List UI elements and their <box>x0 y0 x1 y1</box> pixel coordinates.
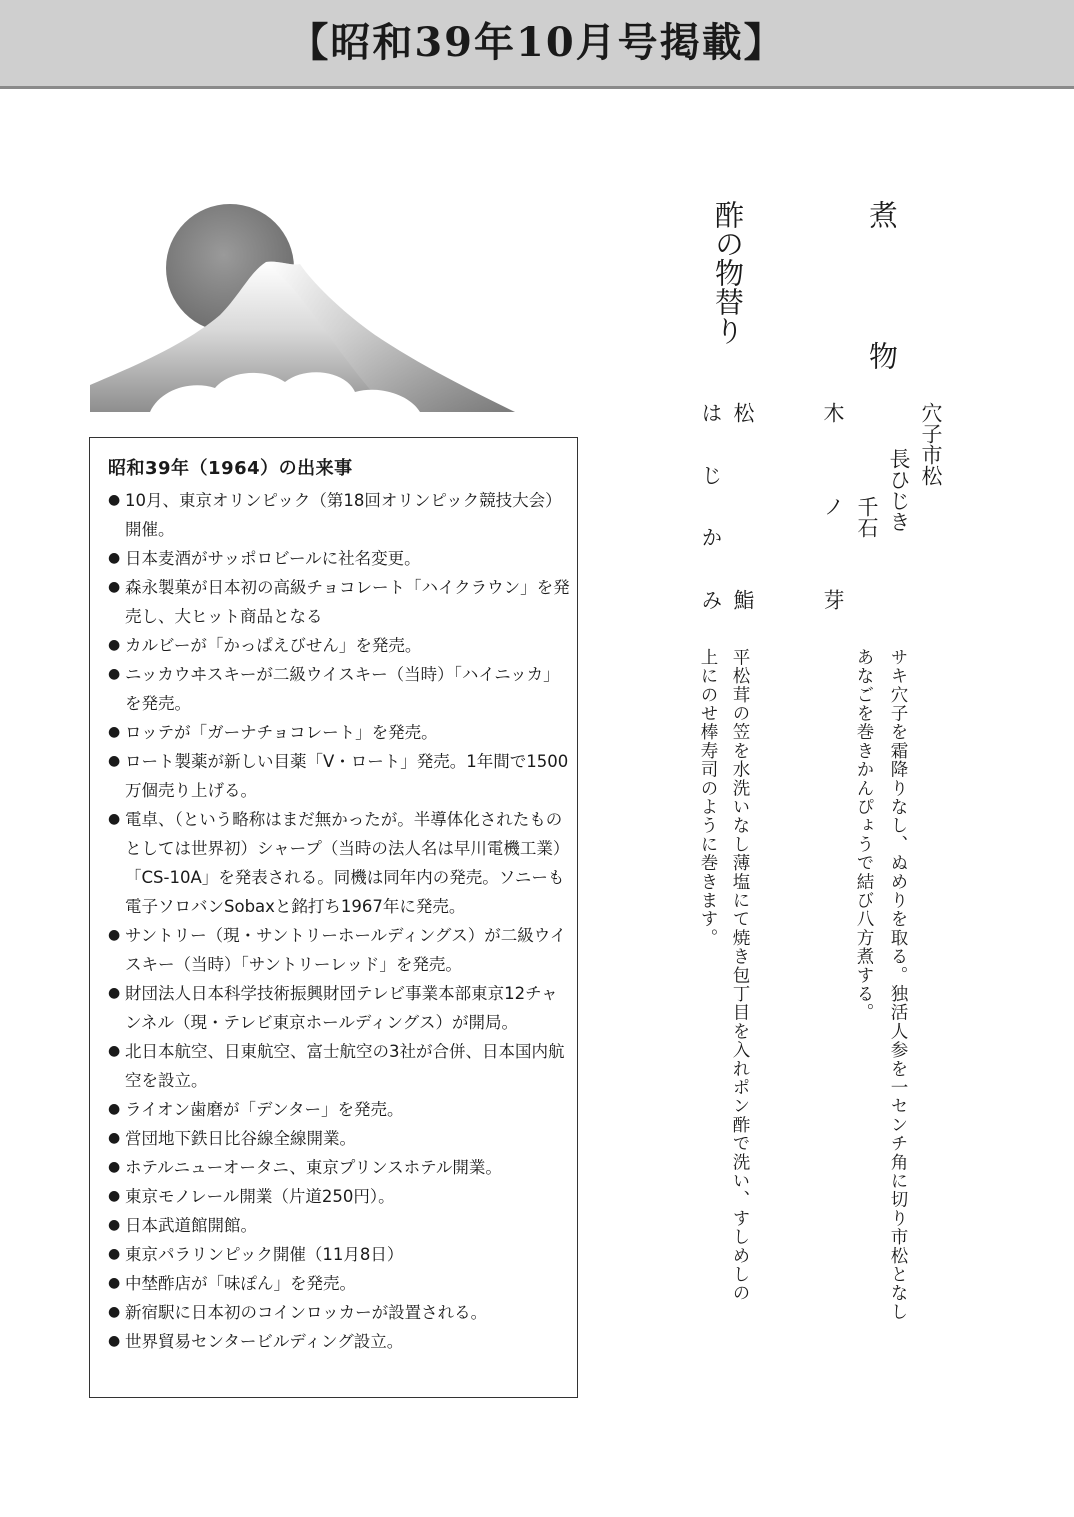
events-box <box>89 437 578 1398</box>
events-title: 昭和39年（1964）の出来事 <box>108 458 353 479</box>
page-title: 【昭和39年10月号掲載】 <box>288 18 786 66</box>
event-item: ● 10月、東京オリンピック（第18回オリンピック競技大会）開催。 <box>108 486 570 544</box>
event-item: ● 東京パラリンピック開催（11月8日） <box>108 1240 570 1269</box>
menu-desc-sunomono-1: 平松茸の笠を水洗いなし薄塩にて焼き包丁目を入れポン酢で洗い、すしめしの <box>730 648 750 1303</box>
event-item: ● ロート製薬が新しい目薬「V・ロート」発売。1年間で1500万個売り上げる。 <box>108 747 570 805</box>
mount-fuji-illustration <box>90 200 520 415</box>
event-item: ● カルビーが「かっぱえびせん」を発売。 <box>108 631 570 660</box>
menu-desc-nimono-1: サキ穴子を霜降りなし、ぬめりを取る。独活人参を一センチ角に切り市松となし <box>888 648 908 1322</box>
event-item: ● 世界貿易センタービルディング設立。 <box>108 1327 570 1356</box>
menu-desc-sunomono-2: 上にのせ棒寿司のように巻きます。 <box>698 648 718 948</box>
menu-dish-kinome: 木ノ芽 <box>821 402 845 610</box>
event-item: ● 日本武道館開館。 <box>108 1211 570 1240</box>
menu-category-sunomono: 酢の物替り <box>711 200 745 345</box>
event-item: ● 東京モノレール開業（片道250円）。 <box>108 1182 570 1211</box>
header-band <box>0 0 1074 89</box>
events-list <box>108 486 570 1356</box>
event-item: ● 財団法人日本科学技術振興財団テレビ事業本部東京12チャンネル（現・テレビ東京ホールディングス）が開局。 <box>108 979 570 1037</box>
event-item: ● ニッカウヰスキーが二級ウイスキー（当時）「ハイニッカ」を発売。 <box>108 660 570 718</box>
event-item: ● 森永製菓が日本初の高級チョコレート「ハイクラウン」を発売し、大ヒット商品となる <box>108 573 570 631</box>
menu-desc-nimono-2: あなごを巻きかんぴょうで結び八方煮する。 <box>854 648 874 1022</box>
event-item: ● ホテルニューオータニ、東京プリンスホテル開業。 <box>108 1153 570 1182</box>
event-item: ● 北日本航空、日東航空、富士航空の3社が合併、日本国内航空を設立。 <box>108 1037 570 1095</box>
event-item: ● 日本麦酒がサッポロビールに社名変更。 <box>108 544 570 573</box>
event-item: ● 中埜酢店が「味ぽん」を発売。 <box>108 1269 570 1298</box>
event-item: ● サントリー（現・サントリーホールディングス）が二級ウイスキー（当時）「サントリーレッド」を発売。 <box>108 921 570 979</box>
event-item: ● 営団地下鉄日比谷線全線開業。 <box>108 1124 570 1153</box>
menu-category-nimono: 煮 物 <box>865 200 899 370</box>
event-item: ● 新宿駅に日本初のコインロッカーが設置される。 <box>108 1298 570 1327</box>
event-item: ● 電卓、（という略称はまだ無かったが。半導体化されたものとしては世界初）シャープ（当時の法人名は早川電機工業）「CS-10A」を発表される。同機は同年内の発売。ソニーも電子ソロバンSobaxと銘打ち1967年に発売。 <box>108 805 570 921</box>
event-item: ● ロッテが「ガーナチョコレート」を発売。 <box>108 718 570 747</box>
menu-dish-anago-ichimatsu: 穴子市松 <box>919 402 943 486</box>
menu-dish-hajikami: はじかみ <box>699 402 723 610</box>
menu-dish-sengoku: 千石 <box>855 496 879 538</box>
menu-dish-naga-hijiki: 長ひじき <box>887 448 911 532</box>
event-item: ● ライオン歯磨が「デンター」を発売。 <box>108 1095 570 1124</box>
menu-dish-matsu-zushi: 松 鮨 <box>731 402 755 610</box>
